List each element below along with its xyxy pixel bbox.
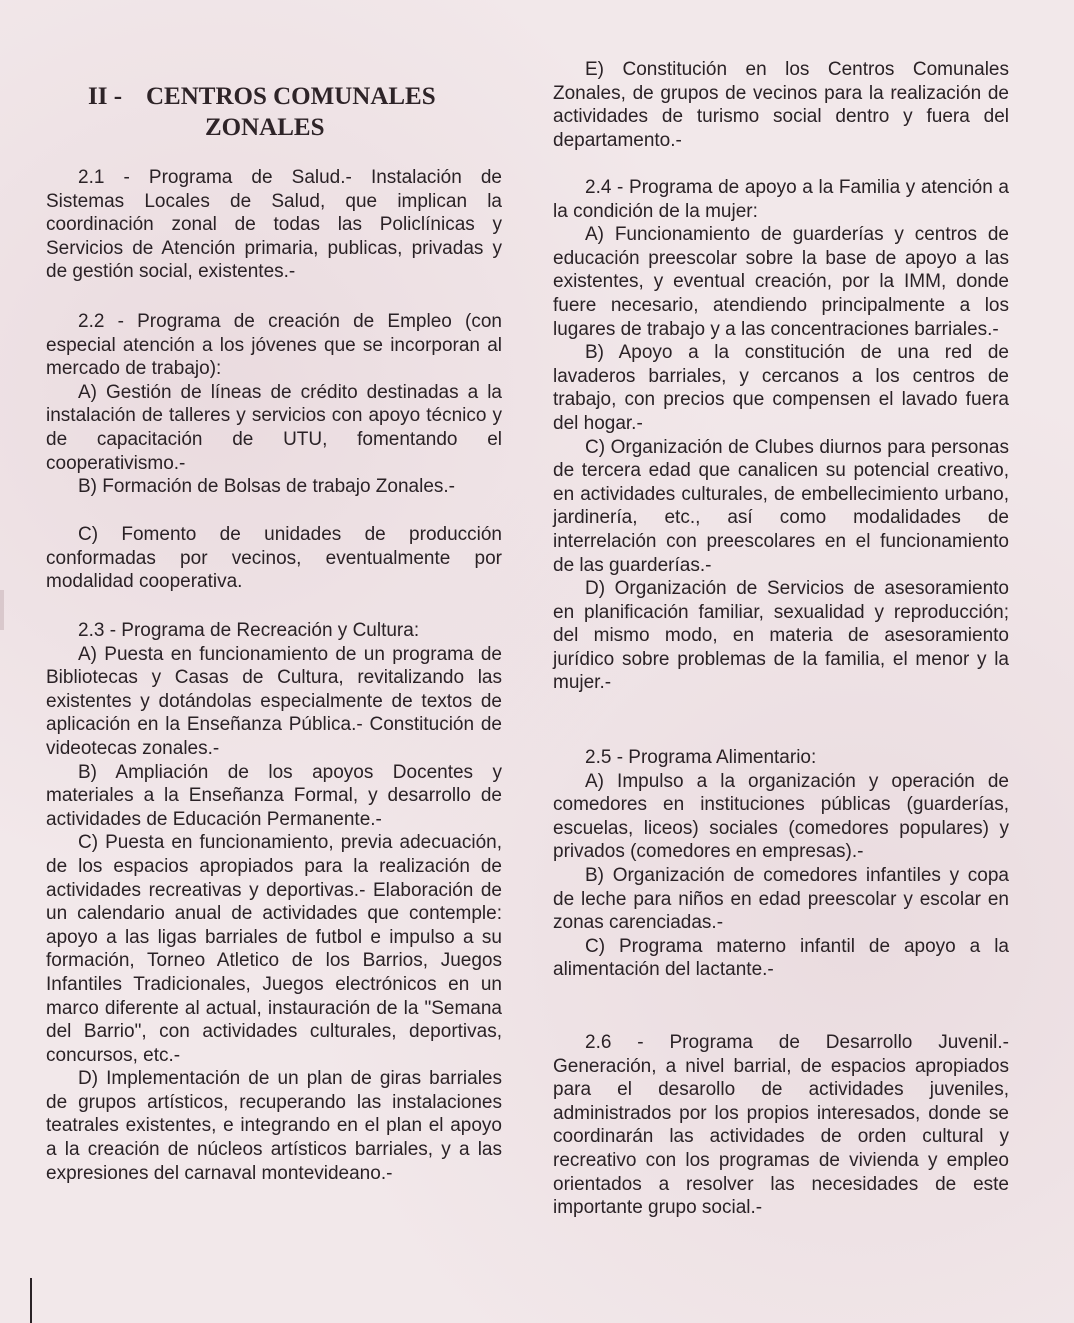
block-2-2 — [46, 310, 502, 499]
block-2-3 — [46, 619, 502, 1185]
paragraph-2-3-c: C) Puesta en funcionamiento, previa adecuación, de los espacios apropiados para la realización de actividades recreativas y deportivas.- Elaboración de un calendario anual de actividades que contemple: apoyo a las ligas barriales de futbol e impulso a su formación, Torneo Atletico de los Barrios, Juegos Infantiles Tradicionales, Juegos electrónicos en un marco diferente al actual, instauración de la "Semana del Barrio", con actividades culturales, deportivas, concursos, etc.- — [46, 832, 502, 1066]
block-2-2-c — [46, 523, 502, 594]
block-2-6 — [553, 1031, 1009, 1220]
block-2-5 — [553, 746, 1009, 982]
paragraph-2-5: 2.5 - Programa Alimentario: — [585, 747, 817, 768]
paragraph-2-4-a: A) Funcionamiento de guarderías y centros de educación preescolar sobre la base de apoyo a las existentes, y eventual creación, por la IMM, donde fuere necesario, atendiendo principalmente a los lugares de trabajo y a las concentraciones barriales.- — [553, 224, 1009, 340]
section-number: II - — [88, 83, 123, 110]
block-2-4 — [553, 176, 1009, 695]
paragraph-2-5-a: A) Impulso a la organización y operación de comedores en instituciones públicas (guarderías, escuelas, liceos) sociales (comedores populares) y privados (comedores en empresas).- — [553, 770, 1009, 863]
block-2-1 — [46, 166, 502, 284]
paragraph-2-3: 2.3 - Programa de Recreación y Cultura: — [78, 620, 420, 641]
paragraph-2-3-d: D) Implementación de un plan de giras barriales de grupos artísticos, recuperando las instalaciones teatrales existentes, e integrando en el plan el apoyo a la creación de núcleos artísticos barriales, y a las expresiones del carnaval montevideano.- — [46, 1068, 502, 1184]
section-title-line1: CENTROS COMUNALES — [146, 83, 436, 110]
paragraph-2-1: 2.1 - Programa de Salud.- Instalación de Sistemas Locales de Salud, que implican la coordinación zonal de todas las Policlínicas y Servicios de Atención primaria, publicas, privadas y de gestión social, existentes.- — [46, 167, 502, 283]
paragraph-2-4-b: B) Apoyo a la constitución de una red de lavaderos barriales, y cercanos a los centros de trabajo, con precios que compensen el lavado fuera del hogar.- — [553, 342, 1009, 434]
paragraph-2-5-b: B) Organización de comedores infantiles y copa de leche para niños en edad preescolar y escolar en zonas carenciadas.- — [553, 864, 1009, 934]
page-edge-mark — [0, 590, 4, 630]
paragraph-2-4-c: C) Organización de Clubes diurnos para personas de tercera edad que canalicen su potencial creativo, en actividades culturales, de embellecimiento urbano, jardinería, etc., así como modalidades de interrelación con preescolares en el funcionamiento de las guarderías.- — [553, 436, 1009, 576]
block-2-3-e — [553, 58, 1009, 152]
section-title-line2: ZONALES — [205, 114, 325, 141]
margin-mark — [30, 1278, 32, 1323]
paragraph-2-2-a: A) Gestión de líneas de crédito destinadas a la instalación de talleres y servicios con apoyo técnico y de capacitación de UTU, fomentando el cooperativismo.- — [46, 381, 502, 474]
paragraph-2-2: 2.2 - Programa de creación de Empleo (con especial atención a los jóvenes que se incorporan al mercado de trabajo): — [46, 311, 502, 380]
paragraph-2-6: 2.6 - Programa de Desarrollo Juvenil.- Generación, a nivel barrial, de espacios apropiados para el desarollo de actividades juveniles, administrados por los propios interesados, donde se coordinarán las actividades de orden cultural y recreativo con los programas de vivienda y empleo orientados a resolver las necesidades de este importante grupo social.- — [553, 1032, 1009, 1219]
paragraph-2-3-e: E) Constitución en los Centros Comunales Zonales, de grupos de vecinos para la realización de actividades de turismo social dentro y fuera del departamento.- — [553, 59, 1009, 151]
paragraph-2-3-b: B) Ampliación de los apoyos Docentes y materiales a la Enseñanza Formal, y desarrollo de actividades de Educación Permanente.- — [46, 761, 502, 830]
paragraph-2-4: 2.4 - Programa de apoyo a la Familia y atención a la condición de la mujer: — [553, 177, 1009, 222]
paragraph-2-2-b: B) Formación de Bolsas de trabajo Zonales.- — [78, 476, 456, 498]
paragraph-2-4-d: D) Organización de Servicios de asesoramiento en planificación familiar, sexualidad y reproducción; del mismo modo, en materia de asesoramiento jurídico sobre problemas de la familia, el menor y la mujer.- — [553, 578, 1009, 694]
paragraph-2-2-c: C) Fomento de unidades de producción conformadas por vecinos, eventualmente por modalidad cooperativa. — [46, 524, 502, 593]
section-heading — [88, 81, 468, 112]
paragraph-2-5-c: C) Programa materno infantil de apoyo a la alimentación del lactante.- — [553, 935, 1009, 981]
paragraph-2-3-a: A) Puesta en funcionamiento de un programa de Bibliotecas y Casas de Cultura, revitalizando las existentes y dotándolas especialmente de textos de aplicación en la Enseñanza Pública.- Constitución de videotecas zonales.- — [46, 643, 502, 759]
